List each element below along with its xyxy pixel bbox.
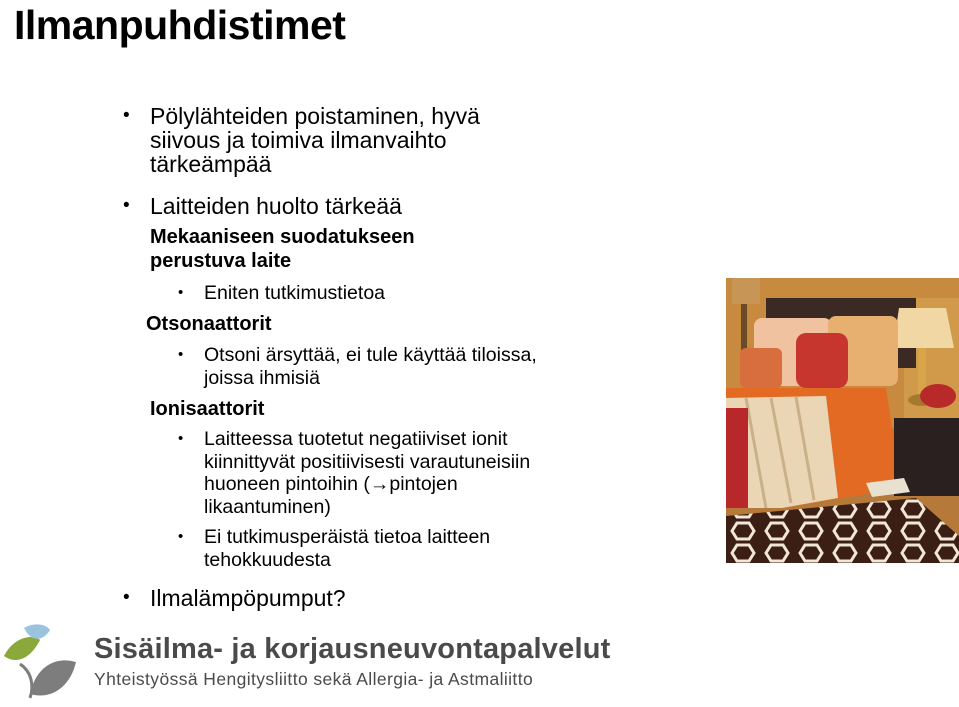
heading-ozone: Otsonaattorit — [146, 313, 272, 335]
bullet-maintenance: • Laitteiden huolto tärkeää — [150, 194, 402, 218]
heading-mechanical: Mekaaniseen suodatukseen perustuva laite — [150, 226, 415, 272]
point-negative-ions: • Laitteessa tuotetut negatiiviset ionit kiinnittyvät positiivisesti varautuneisiin huoneen pintoihin (→pintojen likaantuminen) — [204, 428, 530, 518]
footer-subtitle: Yhteistyössä Hengitysliitto sekä Allergia- ja Astmaliitto — [94, 669, 534, 689]
bullet-dust-sources: • Pölylähteiden poistaminen, hyvä siivous ja toimiva ilmanvaihto tärkeämpää — [150, 104, 480, 176]
bullet-heat-pumps: • Ilmalämpöpumput? — [150, 586, 346, 610]
point-ozone-irritates: • Otsoni ärsyttää, ei tule käyttää tiloissa, joissa ihmisiä — [204, 344, 537, 389]
point-most-research: • Eniten tutkimustietoa — [204, 282, 385, 305]
bedroom-photo — [726, 278, 959, 563]
point-no-research: • Ei tutkimusperäistä tietoa laitteen tehokkuudesta — [204, 526, 490, 571]
slide-title: Ilmanpuhdistimet — [14, 2, 346, 48]
footer-title: Sisäilma- ja korjausneuvontapalvelut — [94, 633, 611, 665]
heading-ionizer: Ionisaattorit — [150, 398, 265, 420]
leaf-logo-icon — [0, 620, 80, 702]
